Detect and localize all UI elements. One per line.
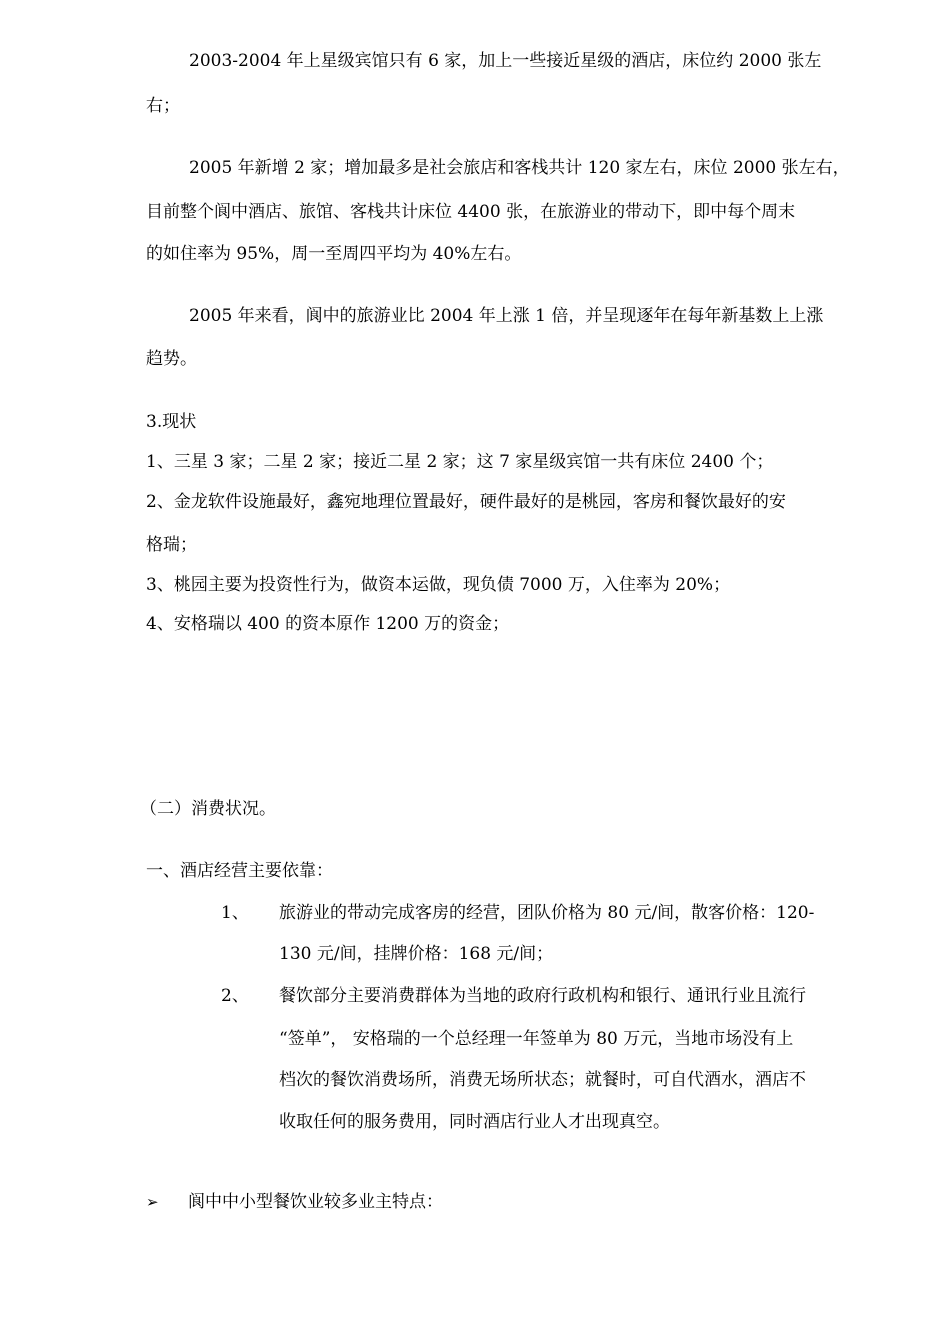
paragraph-2-line-3: 的如住率为 95%，周一至周四平均为 40%左右。 — [146, 244, 522, 264]
list-item-2-marker: 2、 — [221, 986, 249, 1006]
list-item-1-line-2: 130 元/间，挂牌价格：168 元/间； — [279, 944, 554, 964]
paragraph-2-line-1: 2005 年新增 2 家；增加最多是社会旅店和客栈共计 120 家左右，床位 2000 张左右， — [189, 158, 850, 178]
list-item-2-line-3: 档次的餐饮消费场所，消费无场所状态；就餐时，可自代酒水，酒店不 — [279, 1070, 806, 1090]
paragraph-1-line-1: 2003-2004 年上星级宾馆只有 6 家，加上一些接近星级的酒店，床位约 2000 张左 — [189, 51, 822, 71]
paragraph-1-line-2: 右； — [146, 96, 180, 116]
paragraph-3-line-1: 2005 年来看，阆中的旅游业比 2004 年上涨 1 倍，并呈现逐年在每年新基数上上涨 — [189, 306, 824, 326]
list-item-2-line-2: “签单”， 安格瑞的一个总经理一年签单为 80 万元，当地市场没有上 — [279, 1029, 794, 1049]
consumption-heading: （二）消费状况。 — [140, 799, 276, 819]
status-item-2-line-2: 格瑞； — [146, 535, 197, 555]
status-item-3: 3、桃园主要为投资性行为，做资本运做，现负债 7000 万，入住率为 20%； — [146, 575, 731, 595]
status-item-1: 1、三星 3 家；二星 2 家；接近二星 2 家；这 7 家星级宾馆一共有床位 2400 个； — [146, 452, 774, 472]
paragraph-2-line-2: 目前整个阆中酒店、旅馆、客栈共计床位 4400 张，在旅游业的带动下，即中每个周末 — [146, 202, 796, 222]
status-item-4: 4、安格瑞以 400 的资本原作 1200 万的资金； — [146, 614, 510, 634]
bullet-item-text: 阆中中小型餐饮业较多业主特点： — [188, 1192, 443, 1212]
status-heading: 3.现状 — [146, 412, 197, 432]
list-item-2-line-4: 收取任何的服务费用，同时酒店行业人才出现真空。 — [279, 1112, 670, 1132]
consumption-subheading: 一、酒店经营主要依靠： — [146, 861, 333, 881]
list-item-2-line-1: 餐饮部分主要消费群体为当地的政府行政机构和银行、通讯行业且流行 — [279, 986, 806, 1006]
list-item-1-line-1: 旅游业的带动完成客房的经营，团队价格为 80 元/间，散客价格：120- — [279, 903, 815, 923]
paragraph-3-line-2: 趋势。 — [146, 349, 197, 369]
list-item-1-marker: 1、 — [221, 903, 249, 923]
arrowhead-bullet-icon: ➢ — [146, 1193, 159, 1211]
status-item-2-line-1: 2、金龙软件设施最好，鑫宛地理位置最好，硬件最好的是桃园，客房和餐饮最好的安 — [146, 492, 786, 512]
